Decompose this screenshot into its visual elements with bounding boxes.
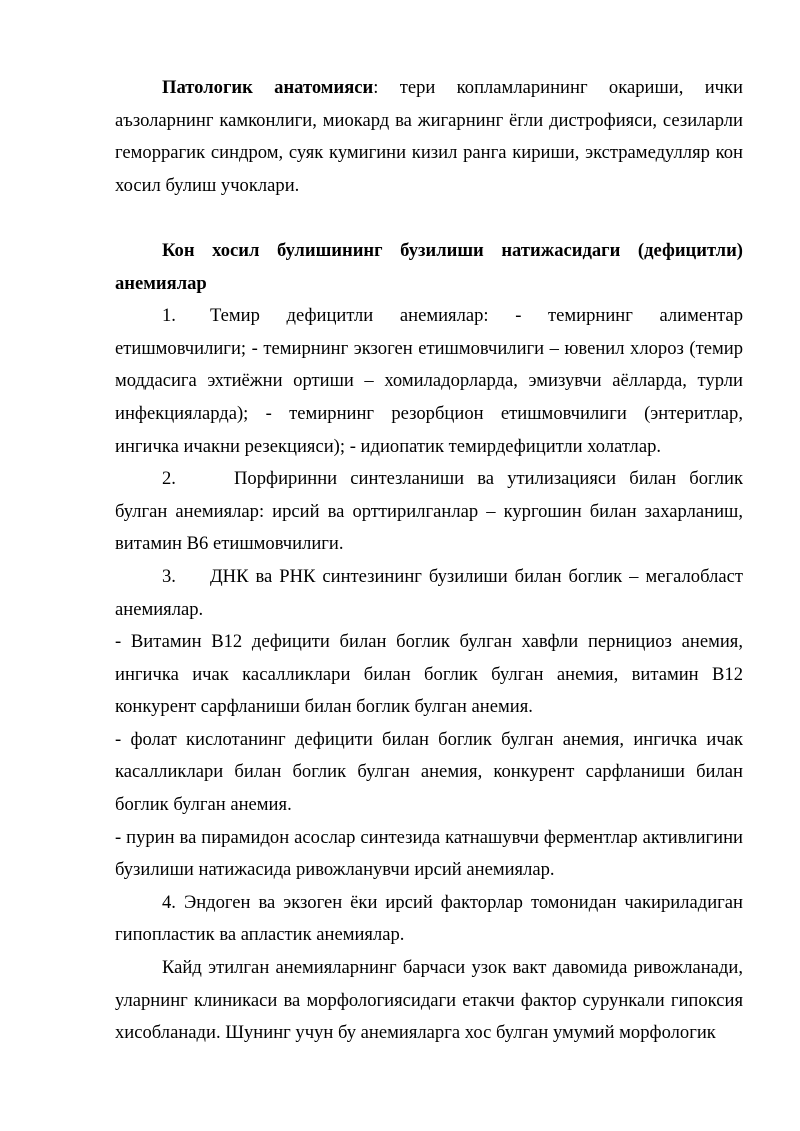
list-text-1: Темир дефицитли анемиялар: - темирнинг алиментар етишмовчилиги; - темирнинг экзоген етишмовчилиги – ювенил хлороз (темир моддасига эхтиёжни ортиши – хомиладорларда, эмизувчи аёлларда, турли инфекцияларда); - темирнинг резорбцион етишмовчилиги (энтеритлар, ингичка ичакни резекцияси); - идиопатик темирдефицитли холатлар. (115, 305, 743, 457)
document-page (115, 72, 743, 1050)
dash-item-b12: - Витамин В12 дефицити билан боглик булган хавфли пернициоз анемия, ингичка ичак касалликлари билан боглик булган анемия, витамин В12 конкурент сарфланиши билан боглик булган анемия. (115, 631, 743, 718)
list-item-1 (115, 300, 743, 463)
list-number-2: 2. (162, 468, 176, 490)
list-number-1: 1. (162, 305, 176, 327)
list-text-3: ДНК ва РНК синтезининг бузилиши билан боглик – мегалобласт анемиялар. (115, 565, 743, 620)
paragraph-pathology (115, 72, 743, 202)
spacer (115, 202, 743, 235)
list-number-3: 3. (162, 565, 176, 587)
dash-item-purine: - пурин ва пирамидон асослар синтезида катнашувчи ферментлар активлигини бузилиши натижасида ривожланувчи ирсий анемиялар. (115, 826, 743, 881)
pathology-heading: Патологик анатомияси (162, 77, 374, 98)
pathology-text: : тери копламларининг окариши, ички аъзоларнинг камконлиги, миокард ва жигарнинг ёгли дистрофияси, сезиларли геморрагик синдром, суяк кумигини кизил ранга кириши, экстрамедулляр кон хосил булиш учоклари. (115, 77, 743, 196)
dash-item-folate: - фолат кислотанинг дефицити билан боглик булган анемия, ингичка ичак касалликлари билан боглик булган анемия, конкурент сарфланиши билан боглик булган анемия. (115, 728, 743, 816)
list-item-4: 4. Эндоген ва экзоген ёки ирсий факторлар томонидан чакириладиган гипопластик ва апластик анемиялар. (115, 891, 743, 946)
list-item-3 (115, 561, 743, 626)
list-text-2: Порфиринни синтезланиши ва утилизацияси билан боглик булган анемиялар: ирсий ва орттирилганлар – кургошин билан захарланиш, витамин В6 етишмовчилиги. (115, 468, 743, 555)
section-heading: Кон хосил булишининг бузилиши натижасидаги (дефицитли) анемиялар (115, 239, 743, 294)
list-item-2 (115, 463, 743, 561)
paragraph-closing: Кайд этилган анемияларнинг барчаси узок вакт давомида ривожланади, уларнинг клиникаси ва морфологиясидаги етакчи фактор сурункали гипоксия хисобланади. Шунинг учун бу анемияларга хос булган умумий морфологик (115, 957, 743, 1044)
